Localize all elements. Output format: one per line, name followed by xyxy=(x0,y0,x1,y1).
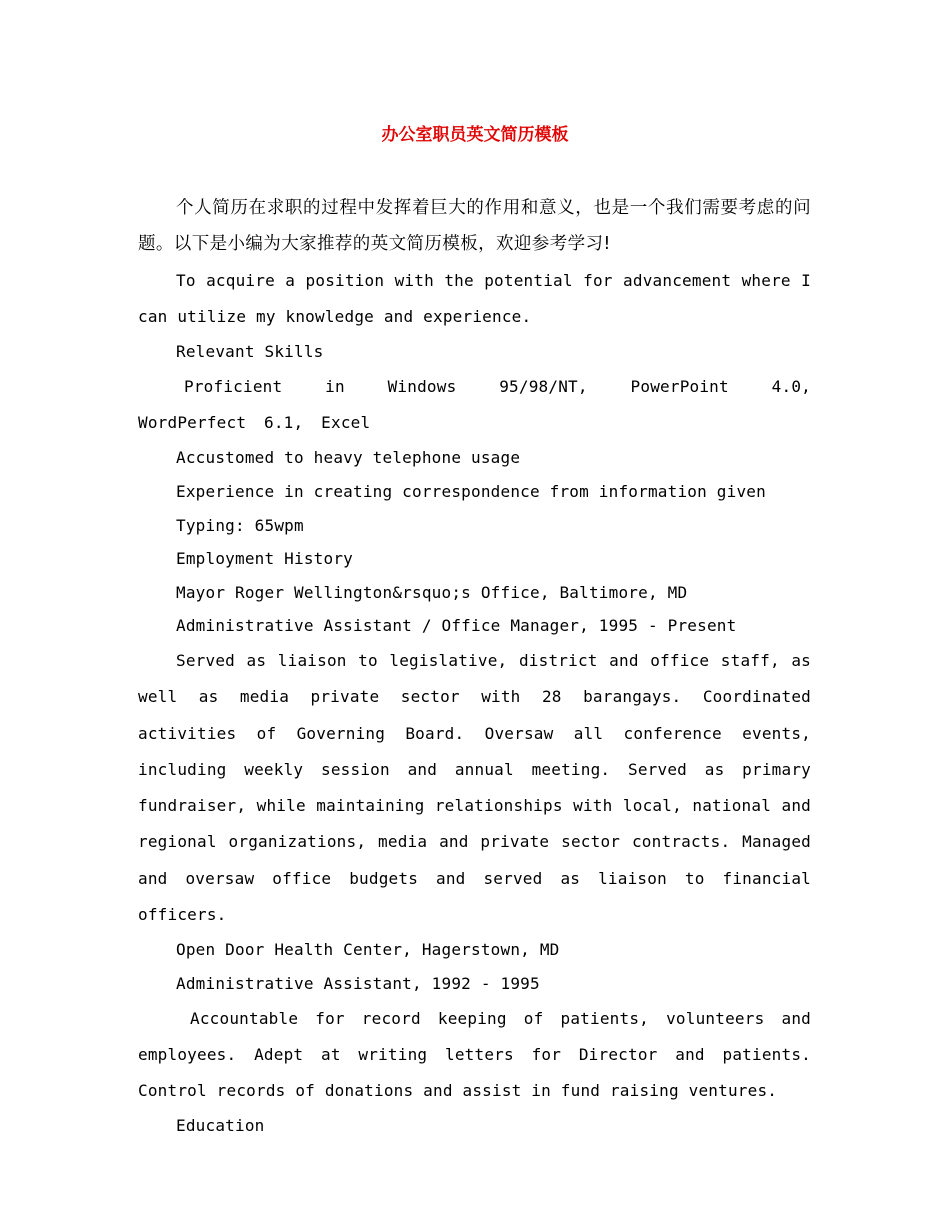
skill-item: Proficient in Windows 95/98/NT, PowerPoint 4.0, WordPerfect 6.1, Excel xyxy=(138,376,811,433)
skill-item: Accustomed to heavy telephone usage xyxy=(176,448,521,468)
job1-employer: Mayor Roger Wellington&rsquo;s Office, Baltimore, MD xyxy=(176,582,688,602)
skill-item: Typing: 65wpm xyxy=(176,515,304,535)
job2-description: Accountable for record keeping of patients, volunteers and employees. Adept at writing letters for Director and patients. Control records of donations and assist in fund raising ventures. xyxy=(138,1008,811,1101)
job2-position: Administrative Assistant, 1992 - 1995 xyxy=(176,973,540,993)
document-title: 办公室职员英文简历模板 xyxy=(381,125,569,145)
job2-employer: Open Door Health Center, Hagerstown, MD xyxy=(176,940,560,960)
objective-paragraph: To acquire a position with the potential for advancement where I can utilize my knowledge and experience. xyxy=(138,270,811,326)
employment-heading: Employment History xyxy=(176,549,353,569)
job1-description: Served as liaison to legislative, district and office staff, as well as media private sector with 28 barangays. Coordinated activities of Governing Board. Oversaw all conference events, including weekly session and annual meeting. Served as primary fundraiser, while maintaining relationships with local, national and regional organizations, media and private sector contracts. Managed and oversaw office budgets and served as liaison to financial officers. xyxy=(138,650,811,925)
skills-heading: Relevant Skills xyxy=(176,342,324,362)
intro-paragraph: 个人简历在求职的过程中发挥着巨大的作用和意义，也是一个我们需要考虑的问题。以下是小编为大家推荐的英文简历模板，欢迎参考学习! xyxy=(138,198,811,255)
skill-item: Experience in creating correspondence from information given xyxy=(176,481,766,501)
document-body xyxy=(138,190,811,1143)
job1-position: Administrative Assistant / Office Manager, 1995 - Present xyxy=(176,616,737,636)
education-heading: Education xyxy=(176,1116,265,1136)
